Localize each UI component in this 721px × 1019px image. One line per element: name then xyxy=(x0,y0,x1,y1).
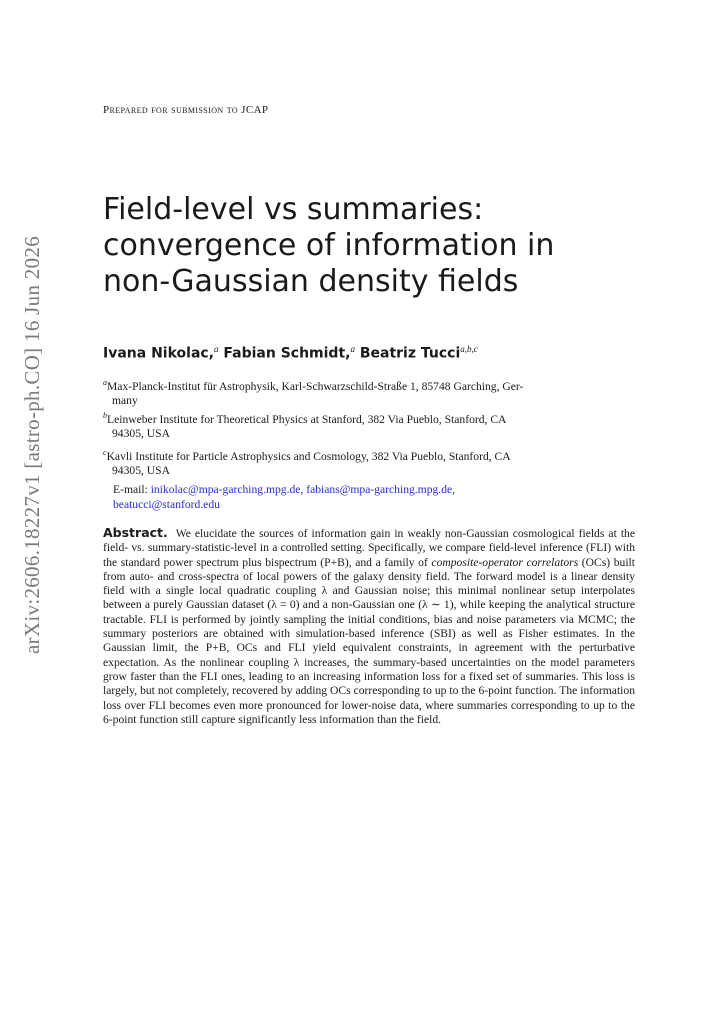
email-block xyxy=(113,482,633,512)
affiliation xyxy=(103,409,635,441)
affiliation-mark: c xyxy=(103,448,107,457)
title-line: Field-level vs summaries: xyxy=(103,192,484,227)
email-link[interactable]: beatucci@stanford.edu xyxy=(113,498,220,511)
affiliation-text-cont: 94305, USA xyxy=(112,463,170,477)
abstract-emphasis: composite-operator correlators xyxy=(431,555,579,569)
affiliation-text: Leinweber Institute for Theoretical Physics at Stanford, 382 Via Pueblo, Stanford, CA xyxy=(107,412,507,426)
email-label: E-mail: xyxy=(113,483,148,496)
abstract-heading: Abstract. xyxy=(103,525,168,540)
affiliation-text-cont: 94305, USA xyxy=(112,426,170,440)
affiliation-text: Kavli Institute for Particle Astrophysics and Cosmology, 382 Via Pueblo, Stanford, CA xyxy=(106,449,511,463)
author-affil-mark: a,b,c xyxy=(460,344,478,354)
submission-note: Prepared for submission to JCAP xyxy=(103,104,269,116)
paper-title xyxy=(103,192,663,300)
author-name: Fabian Schmidt, xyxy=(223,345,351,362)
title-line: convergence of information in xyxy=(103,228,555,263)
author-name: Beatriz Tucci xyxy=(359,345,461,362)
abstract-text: We elucidate the sources of information gain in weakly non-Gaussian cosmological fields at the field- vs. summary-statistic-level in a controlled setting. Specifically, we compare field-level inference (FLI) with the standard power spectrum plus bispectrum (P+B), and a family of xyxy=(103,527,636,569)
author-affil-mark: a xyxy=(214,344,219,354)
affiliation xyxy=(103,446,635,478)
title-line: non-Gaussian density fields xyxy=(103,264,519,299)
email-link[interactable]: inikolac@mpa-garching.mpg.de, xyxy=(150,483,304,496)
affiliation-text: Max-Planck-Institut für Astrophysik, Karl-Schwarzschild-Straße 1, 85748 Garching, Ger- xyxy=(107,379,524,393)
arxiv-identifier-stamp: arXiv:2606.18227v1 [astro-ph.CO] 16 Jun 2026 xyxy=(20,236,44,654)
email-link[interactable]: fabians@mpa-garching.mpg.de, xyxy=(306,483,456,496)
author-affil-mark: a xyxy=(350,344,355,354)
author-list xyxy=(103,344,478,362)
affiliation-text-cont: many xyxy=(112,393,138,407)
abstract xyxy=(103,526,635,727)
affiliation xyxy=(103,376,635,408)
affiliation-mark: b xyxy=(103,411,107,420)
affiliation-mark: a xyxy=(103,378,107,387)
abstract-text: (OCs) built from auto- and cross-spectra of local powers of the galaxy density field. The forward model is a linear density field with a single local quadratic coupling λ and Gaussian noise; this minimal nonlinear setup interpolates between a purely Gaussian dataset (λ = 0) and a non-Gaussian one (λ ∼ 1), while keeping the analytical structure tractable. FLI is performed by jointly sampling the initial conditions, bias and noise parameters via MCMC; the summary posteriors are obtained with simulation-based inference (SBI) as well as Fisher estimates. In the Gaussian limit, the P+B, OCs and FLI yield equivalent constraints, in agreement with the perturbative expectation. As the nonlinear coupling λ increases, the summary-based uncertainties on the model parameters grow faster than the FLI ones, leading to an increasing information loss for a fixed set of summaries. This loss is largely, but not completely, recovered by adding OCs corresponding to up to the 6-point function. The information loss over FLI becomes even more pronounced for lower-noise data, where summaries corresponding to up to the 6-point function still capture significantly less information than the field. xyxy=(103,555,635,726)
author-name: Ivana Nikolac, xyxy=(103,345,215,362)
